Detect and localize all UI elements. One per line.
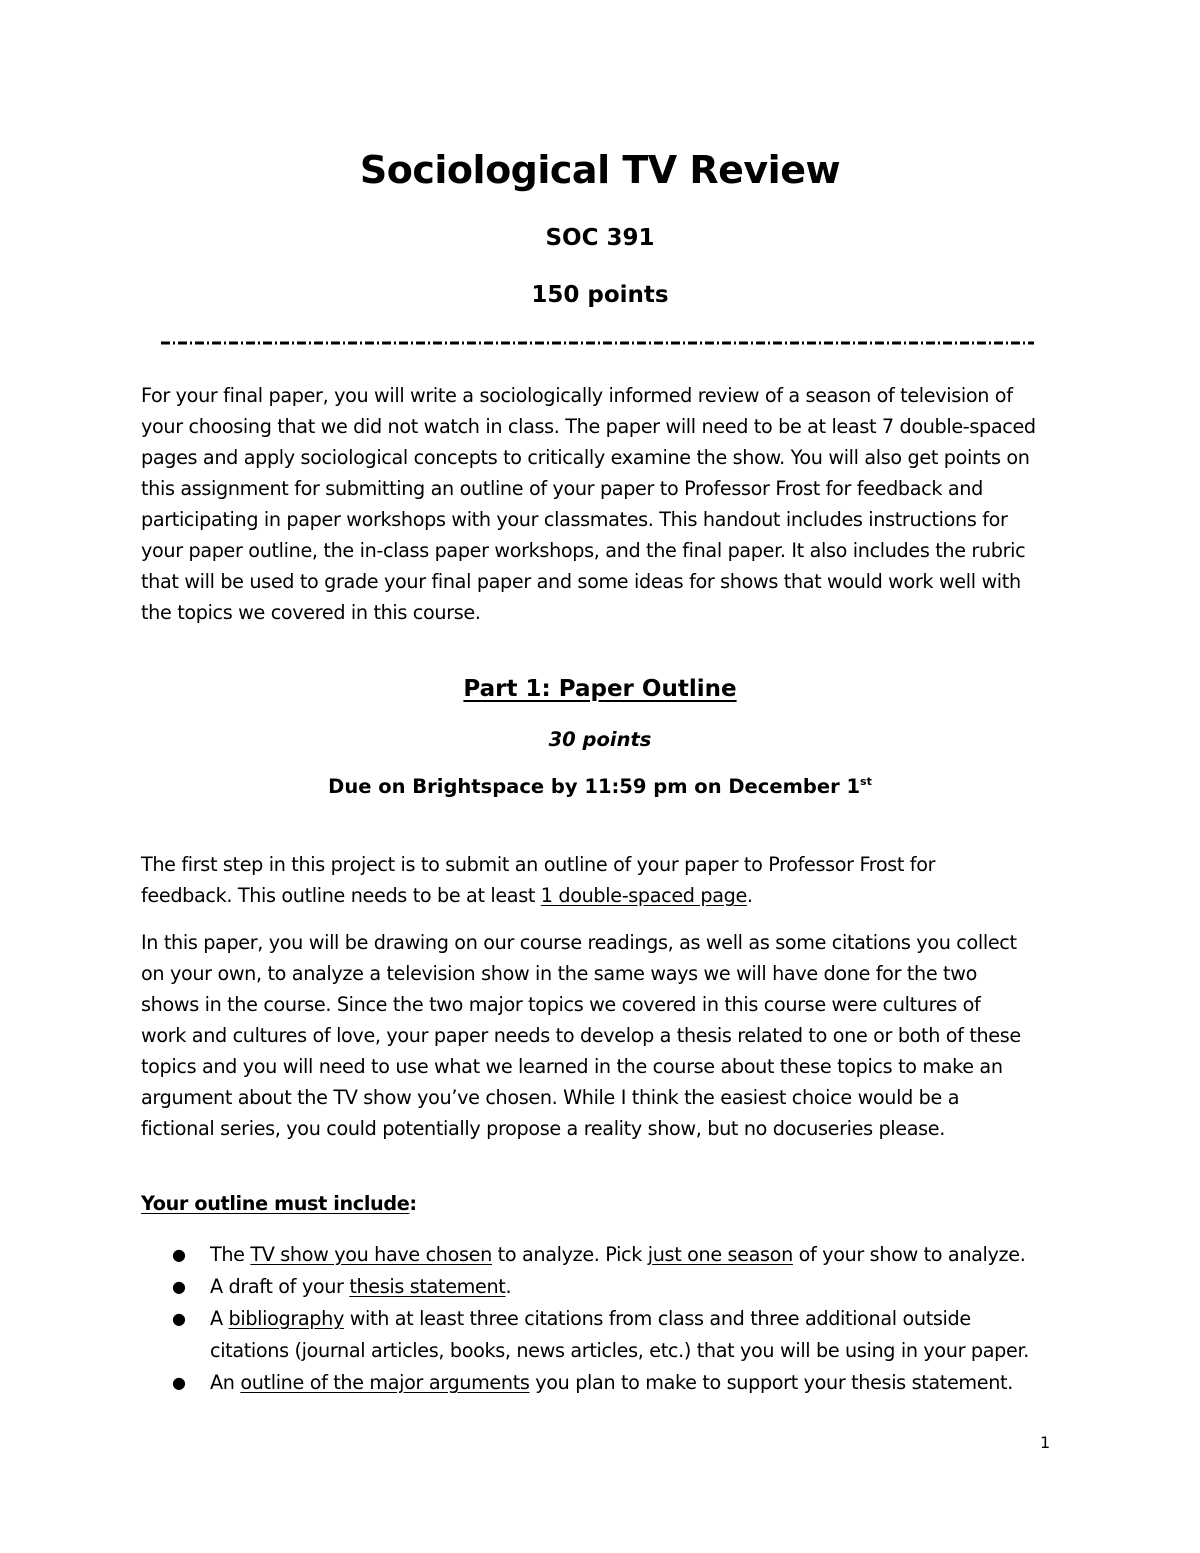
intro-paragraph xyxy=(141,380,1071,628)
underlined-text: TV show you have chosen xyxy=(250,1243,492,1266)
list-item xyxy=(172,1239,1072,1271)
bullet-icon: ● xyxy=(172,1309,186,1328)
intro-line: your paper outline, the in-class paper workshops, and the final paper. It also includes the rubric xyxy=(141,539,1026,562)
intro-line: participating in paper workshops with your classmates. This handout includes instructions for xyxy=(141,508,1008,531)
text-run: A draft of your xyxy=(210,1275,350,1298)
list-item-line xyxy=(210,1239,1072,1271)
list-item xyxy=(172,1303,1072,1367)
text-run: . xyxy=(746,884,753,907)
text-run: A xyxy=(210,1307,229,1330)
bullet-icon: ● xyxy=(172,1277,186,1296)
bullet-icon: ● xyxy=(172,1373,186,1392)
list-item xyxy=(172,1367,1072,1399)
list-item-line xyxy=(210,1303,1072,1335)
text-run: you plan to make to support your thesis statement. xyxy=(529,1371,1013,1394)
paragraph-line: shows in the course. Since the two major topics we covered in this course were cultures of xyxy=(141,993,981,1016)
paragraph-line: fictional series, you could potentially propose a reality show, but no docuseries please. xyxy=(141,1117,946,1140)
paragraph-line: The first step in this project is to submit an outline of your paper to Professor Frost for xyxy=(141,853,936,876)
paragraph-line: argument about the TV show you’ve chosen. While I think the easiest choice would be a xyxy=(141,1086,960,1109)
list-item xyxy=(172,1271,1072,1303)
underlined-text: outline of the major arguments xyxy=(240,1371,530,1394)
bullet-icon: ● xyxy=(172,1245,186,1264)
outline-requirements-label xyxy=(141,1192,417,1215)
outline-intro-paragraph xyxy=(141,849,1071,911)
intro-line: your choosing that we did not watch in class. The paper will need to be at least 7 double-spaced xyxy=(141,415,1036,438)
underlined-page-length: 1 double-spaced page xyxy=(540,884,747,907)
document-title: Sociological TV Review xyxy=(359,148,841,192)
text-run: with at least three citations from class and three additional outside xyxy=(343,1307,971,1330)
underlined-text: just one season xyxy=(647,1243,793,1266)
intro-line: this assignment for submitting an outline of your paper to Professor Frost for feedback and xyxy=(141,477,983,500)
underlined-text: bibliography xyxy=(228,1307,344,1330)
intro-line: For your final paper, you will write a sociologically informed review of a season of television of xyxy=(141,384,1013,407)
intro-line: the topics we covered in this course. xyxy=(141,601,481,624)
intro-line: that will be used to grade your final paper and some ideas for shows that would work well with xyxy=(141,570,1021,593)
outline-label-text: Your outline must include xyxy=(141,1192,410,1215)
list-item-line: citations (journal articles, books, news articles, etc.) that you will be using in your paper. xyxy=(210,1339,1029,1362)
list-item-line xyxy=(210,1271,1072,1303)
intro-line: pages and apply sociological concepts to critically examine the show. You will also get points on xyxy=(141,446,1030,469)
part1-heading: Part 1: Paper Outline xyxy=(463,676,737,702)
paragraph-line xyxy=(141,880,1071,911)
dash-dot-divider xyxy=(161,339,1034,347)
paragraph-line: on your own, to analyze a television show in the same ways we will have done for the two xyxy=(141,962,977,985)
due-date xyxy=(0,775,1200,798)
text-run: The xyxy=(210,1243,251,1266)
due-ordinal: st xyxy=(860,775,872,788)
outline-requirements-list xyxy=(172,1239,1072,1399)
text-run: . xyxy=(505,1275,512,1298)
text-run: feedback. This outline needs to be at least xyxy=(141,884,541,907)
paragraph-line: topics and you will need to use what we learned in the course about these topics to make an xyxy=(141,1055,1003,1078)
text-run: of your show to analyze. xyxy=(792,1243,1026,1266)
total-points: 150 points xyxy=(531,282,669,308)
text-run: to analyze. Pick xyxy=(491,1243,648,1266)
paper-description-paragraph xyxy=(141,927,1071,1144)
list-item-line xyxy=(210,1367,1072,1399)
paragraph-line: work and cultures of love, your paper needs to develop a thesis related to one or both of these xyxy=(141,1024,1021,1047)
paragraph-line: In this paper, you will be drawing on our course readings, as well as some citations you collect xyxy=(141,931,1017,954)
due-text: Due on Brightspace by 11:59 pm on December 1 xyxy=(328,775,861,798)
page-number: 1 xyxy=(1040,1433,1051,1452)
text-run: An xyxy=(210,1371,241,1394)
underlined-text: thesis statement xyxy=(349,1275,506,1298)
course-code: SOC 391 xyxy=(545,225,655,251)
part1-points: 30 points xyxy=(548,728,652,751)
text-run: : xyxy=(409,1192,417,1215)
